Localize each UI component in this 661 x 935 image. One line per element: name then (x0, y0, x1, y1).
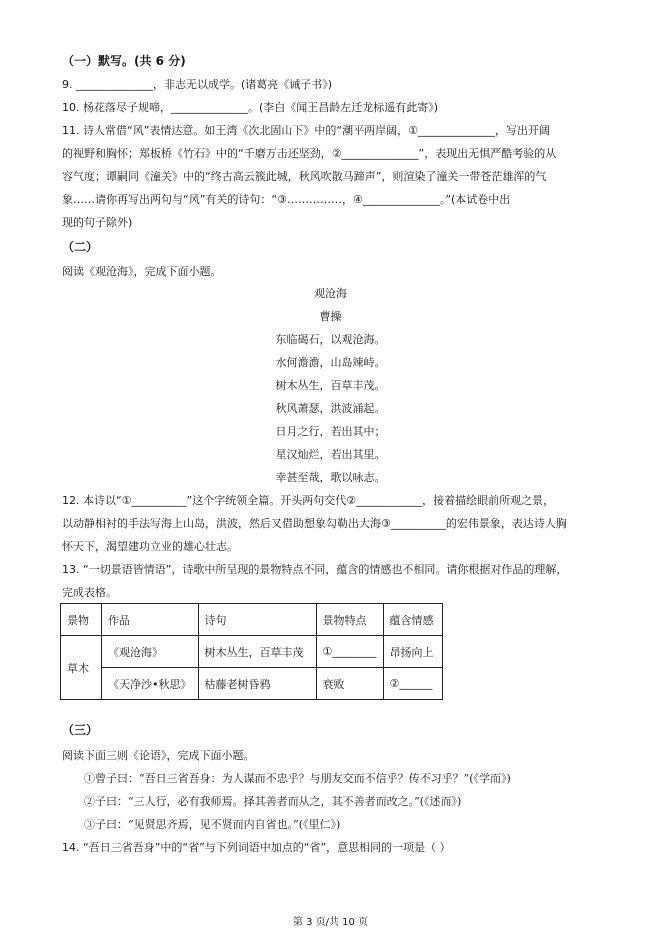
question-11-line-2: 的视野和胸怀；郑板桥《竹石》中的“千磨万击还坚劲，②______________”，表现出无惧严酷考验的从 (62, 147, 557, 160)
poem-line: 东临碣石，以观沧海。 (275, 333, 386, 346)
answer-table (60, 603, 443, 700)
question-12-line-1: 12. 本诗以“①__________”这个字统领全篇。开头两句交代②____________，接着描绘眼前所观之景， (62, 494, 555, 507)
poem-line: 秋风萧瑟，洪波涌起。 (275, 402, 386, 415)
page-number: 第 3 页/共 10 页 (292, 917, 369, 928)
table-header-cell: 蕴含情感 (383, 604, 442, 636)
table-header-cell: 诗句 (198, 604, 316, 636)
analects-quote: ①曾子曰：“吾日三省吾身：为人谋而不忠乎？与朋友交而不信乎？传不习乎？”(《学而》) (84, 772, 511, 785)
question-10: 10. 杨花落尽子规啼，______________。(李白《闻王昌龄左迁龙标遥有此寄》) (62, 101, 439, 114)
table-cell: ②______ (383, 668, 442, 700)
section-heading-2: （二） (62, 240, 99, 254)
question-14: 14. “吾日三省吾身”中的“省”与下列词语中加点的“省”，意思相同的一项是（ ） (62, 841, 451, 854)
question-13-line-1: 13. “一切景语皆情语”，诗歌中所呈现的景物特点不同，蕴含的情感也不相同。请你根据对作品的理解， (62, 563, 568, 576)
question-11-line-4: 象……请你再写出两句与“风”有关的诗句：“③……………，④______________。”(本试卷中出 (62, 193, 511, 206)
question-11-line-5: 现的句子除外) (62, 216, 133, 229)
table-group-cell: 草木 (61, 636, 102, 700)
question-11-line-3: 容气度；谭嗣同《潼关》中的“终古高云簇此城，秋风吹散马蹄声”，则渲染了潼关一带苍茫雄浑的气 (62, 170, 547, 183)
poem-line: 树木丛生，百草丰茂。 (275, 379, 386, 392)
question-13-line-2: 完成表格。 (62, 586, 117, 599)
poem-line: 星汉灿烂，若出其里。 (275, 448, 386, 461)
question-11-line-1: 11. 诗人常借“风”表情达意。如王湾《次北固山下》中的“潮平两岸阔，①______________，写出开阔 (62, 124, 550, 137)
table-cell: 枯藤老树昏鸦 (198, 668, 316, 700)
section-heading-1: （一）默写。(共 6 分) (62, 54, 186, 68)
question-12-line-3: 怀天下，渴望建功立业的雄心壮志。 (62, 540, 238, 553)
table-cell: 《观沧海》 (102, 636, 199, 668)
table-header-cell: 作品 (102, 604, 199, 636)
poem-line: 幸甚至哉，歌以咏志。 (275, 471, 386, 484)
reading-instruction-2: 阅读《观沧海》，完成下面小题。 (62, 265, 222, 278)
table-cell: 《天净沙•秋思》 (102, 668, 199, 700)
poem-line: 日月之行，若出其中； (275, 425, 386, 438)
table-cell: 树木丛生，百草丰茂 (198, 636, 316, 668)
table-cell: 衰败 (316, 668, 383, 700)
table-row (61, 636, 443, 668)
poem-title: 观沧海 (314, 287, 347, 300)
poem-author: 曹操 (319, 310, 342, 323)
section-heading-3: （三） (62, 723, 99, 737)
table-cell: 昂扬向上 (383, 636, 442, 668)
table-header-row (61, 604, 443, 636)
table-cell: ①________ (316, 636, 383, 668)
table-row (61, 668, 443, 700)
question-12-line-2: 以动静相衬的手法写海上山岛，洪波，然后又借助想象勾勒出大海③__________的宏伟景象，表达诗人胸 (62, 517, 567, 530)
reading-instruction-3: 阅读下面三则《论语》，完成下面小题。 (62, 749, 255, 762)
question-9: 9. ______________，非志无以成学。(诸葛亮《诫子书》) (62, 78, 333, 91)
analects-quote: ②子曰：“三人行，必有我师焉。择其善者而从之，其不善者而改之。”(《述而》) (84, 795, 462, 808)
table-header-cell: 景物 (61, 604, 102, 636)
table-header-cell: 景物特点 (316, 604, 383, 636)
poem-line: 水何澹澹，山岛竦峙。 (275, 356, 386, 369)
analects-quote: ③子曰：“见贤思齐焉，见不贤而内自省也。”(《里仁》) (84, 818, 341, 831)
